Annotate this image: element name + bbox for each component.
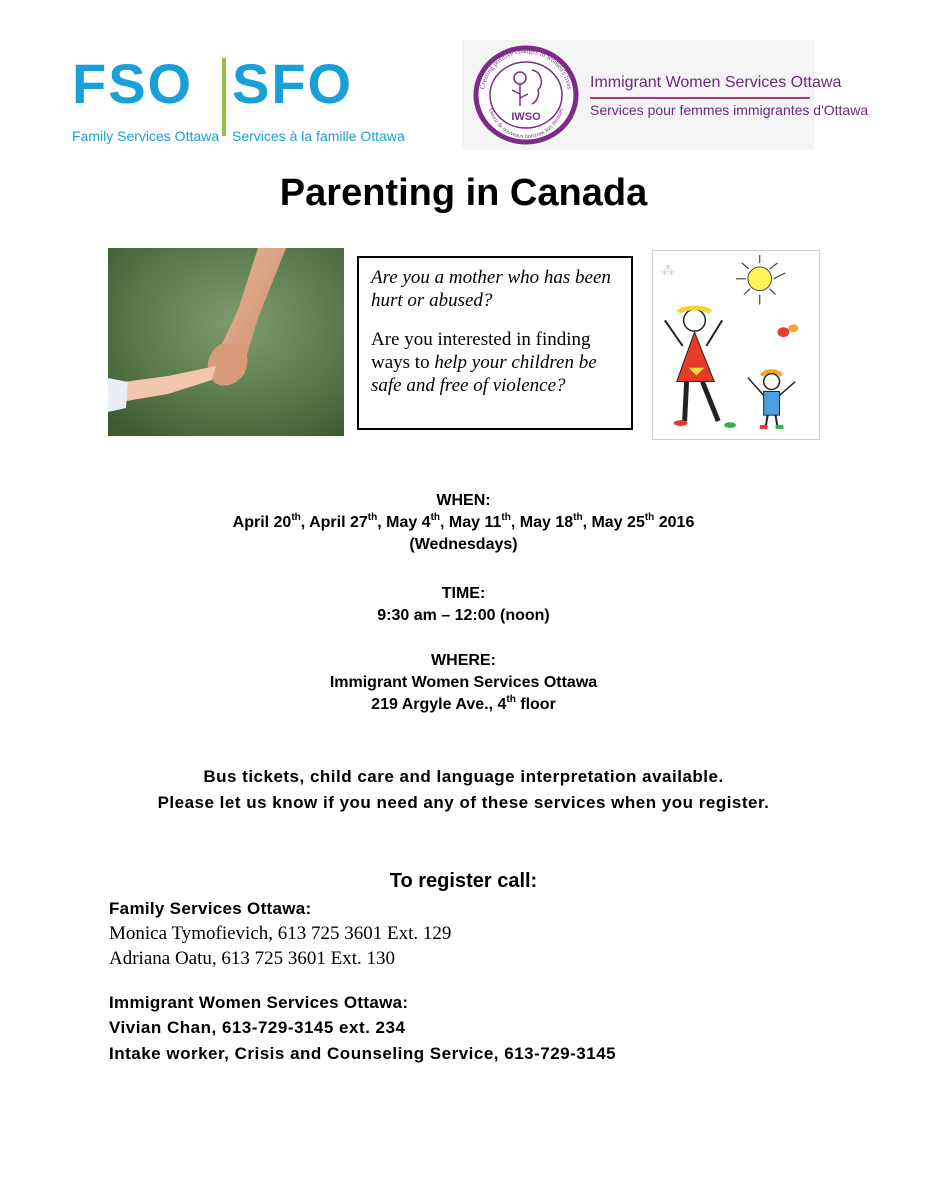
svg-text:Ouvrir de nouveaux horizons au: Ouvrir de nouveaux horizons aux femmes <box>487 107 565 141</box>
question-help-children-plain: Are you interested in finding ways to <box>371 329 591 373</box>
services-line-1: Bus tickets, child care and language interpretation available. <box>203 767 724 786</box>
time-value: 9:30 am – 12:00 (noon) <box>377 607 550 624</box>
iwso-logo-rule <box>590 97 810 99</box>
fso-contacts-heading: Family Services Ottawa: <box>109 899 312 918</box>
hands-photo <box>108 248 344 436</box>
svg-text:⁂: ⁂ <box>660 261 675 278</box>
page-title: Parenting in Canada <box>279 172 648 214</box>
where-heading: WHERE: <box>431 652 496 669</box>
where-section <box>0 650 927 716</box>
fso-logo-acronym-fr: SFO <box>232 52 354 115</box>
contact-line: Intake worker, Crisis and Counseling Service, 613-729-3145 <box>109 1044 617 1063</box>
contact-line: Vivian Chan, 613-729-3145 ext. 234 <box>109 1018 406 1037</box>
services-line-2: Please let us know if you need any of these services when you register. <box>157 793 770 812</box>
question-abuse: Are you a mother who has been hurt or abused? <box>371 267 611 311</box>
when-section <box>0 490 927 556</box>
time-section <box>0 583 927 627</box>
services-notice <box>0 764 927 816</box>
fso-logo-divider <box>222 58 226 136</box>
svg-text:IWSO: IWSO <box>511 111 541 123</box>
fso-logo <box>72 50 405 150</box>
question-help-children-italic: help your children be safe and free of violence? <box>371 352 597 396</box>
when-heading: WHEN: <box>436 492 491 509</box>
date-item: May 11th, <box>448 511 520 531</box>
iwso-logo <box>462 40 869 150</box>
date-item: April 27th, <box>309 511 387 531</box>
date-item: May 4th, <box>386 511 449 531</box>
contact-line: Monica Tymofievich, 613 725 3601 Ext. 129 <box>109 923 452 944</box>
when-dates <box>0 512 927 534</box>
fso-logo-name-en: Family Services Ottawa <box>72 128 220 144</box>
child-drawing <box>652 250 820 440</box>
svg-text:Creating positive changes in w: Creating positive changes in women's lives <box>478 46 574 90</box>
contacts-section <box>109 897 869 1067</box>
question-help-children <box>371 328 619 397</box>
date-item: April 20th, <box>232 511 310 531</box>
fso-contacts <box>109 897 869 971</box>
iwso-contacts-heading: Immigrant Women Services Ottawa: <box>109 993 409 1012</box>
contact-line: Adriana Oatu, 613 725 3601 Ext. 130 <box>109 948 396 969</box>
date-item: May 25th 2016 <box>591 511 695 531</box>
time-heading: TIME: <box>441 585 486 602</box>
where-address: 219 Argyle Ave., 4th floor <box>371 693 556 713</box>
fso-logo-acronym-en: FSO <box>72 52 194 115</box>
when-note: (Wednesdays) <box>409 536 518 553</box>
register-heading: To register call: <box>389 870 538 892</box>
fso-logo-name-fr: Services à la famille Ottawa <box>232 128 405 144</box>
iwso-seal-icon <box>470 44 582 146</box>
iwso-logo-name-fr: Services pour femmes immigrantes d'Ottawa <box>590 102 869 118</box>
question-box <box>357 256 633 430</box>
iwso-logo-name-en: Immigrant Women Services Ottawa <box>590 74 842 91</box>
iwso-contacts <box>109 991 869 1067</box>
where-place: Immigrant Women Services Ottawa <box>329 674 598 691</box>
date-item: May 18th, <box>519 511 592 531</box>
